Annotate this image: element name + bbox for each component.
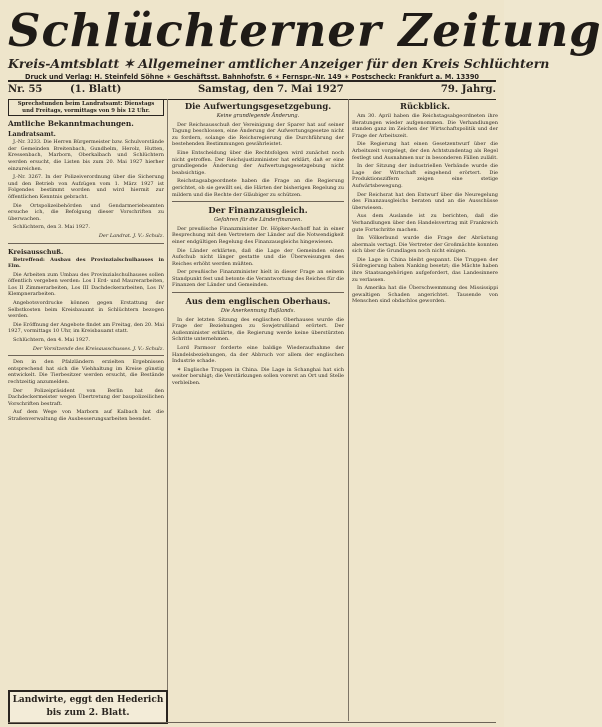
article-paragraph: In der Sitzung der industriellen Verbände wurde die Lage der Wirtschaft eingehend erörtert. Die Produktionsziffern zeigen eine stetige Aufwärtsbewegung. — [352, 163, 498, 189]
office-hours-notice: Sprechstunden beim Landratsamt: Dienstags und Freitags, vormittags von 9 bis 12 Uhr. — [8, 99, 164, 116]
notice-paragraph: J.-Nr. 3267. In der Polizeiverordnung über die Sicherung und den Betrieb von Aufzügen vom 1. März 1927 ist Folgendes bestimmt worden und wird hiermit zur öffentlichen Kenntnis gebracht. — [8, 174, 164, 200]
masthead — [8, 4, 602, 81]
column-divider — [167, 99, 168, 721]
article-paragraph: Reichstagsabgeordnete haben die Frage an die Regierung gerichtet, ob sie gewillt sei, die Härten der bisherigen Regelung zu mildern und die Rechte der Gläubiger zu schützen. — [172, 178, 344, 198]
divider — [8, 355, 164, 356]
article-paragraph: Der preußische Finanzminister Dr. Höpker-Aschoff hat in einer Besprechung mit den Vertretern der Länder auf die Notwendigkeit einer endgültigen Regelung des Finanzausgleichs hingewiesen. — [172, 225, 344, 245]
article-paragraph: Im Völkerbund wurde die Frage der Abrüstung abermals vertagt. Die Vertreter der Großmächte konnten sich über die Grundlagen noch nicht einigen. — [352, 235, 498, 255]
newspaper-subtitle: Kreis-Amtsblatt ✶ Allgemeiner amtlicher Anzeiger für den Kreis Schlüchtern — [8, 56, 550, 71]
article-paragraph: Am 30. April haben die Reichstagsabgeordneten ihre Beratungen wieder aufgenommen. Die Verhandlungen standen ganz im Zeichen der Wirtschaftspolitik und der Frage der Arbeitszeit. — [352, 113, 498, 139]
article-paragraph: Der Reichsrat hat den Entwurf über die Neuregelung des Finanzausgleichs beraten und an die Ausschüsse überwiesen. — [352, 191, 498, 211]
notice-paragraph: J.-Nr. 3233. Die Herren Bürgermeister bzw. Schulvorstände der Gemeinden Breitenbach, Gundhelm, Herolz, Hutten, Kressenbach, Marborn, Oberkalbach und Schlüchtern werden ersucht, die Listen bis zum 20. Mai 1927 hierher einzureichen. — [8, 139, 164, 172]
article-paragraph: Aus dem Auslande ist zu berichten, daß die Verhandlungen über den Handelsvertrag mit Frankreich gute Fortschritte machen. — [352, 213, 498, 233]
article-headline: Aus dem englischen Oberhaus. — [185, 296, 331, 307]
article-paragraph: Der preußische Finanzminister hielt in dieser Frage an seinem Standpunkt fest und betonte die Verantwortung des Reiches für die Finanzen der Länder und Gemeinden. — [172, 269, 344, 289]
notice-paragraph: Die Ortspolizeibehörden und Gendarmeriebeamten ersuche ich, die Befolgung dieser Vorschriften zu überwachen. — [8, 202, 164, 222]
advertisement-box: Landwirte, eggt den Hederich bis zum 2. Blatt. — [8, 690, 168, 724]
article-paragraph: ✶ Englische Truppen in China. Die Lage in Schanghai hat sich weiter beruhigt; die Verstärkungen sollen vorerst an Ort und Stelle verbleiben. — [172, 366, 344, 386]
notice-paragraph: Der Polizeipräsident von Berlin hat den Dachdeckermeister wegen Übertretung der baupolizeilichen Vorschriften bestraft. — [8, 387, 164, 407]
notice-subject: Betreffend: Ausbau des Provinzialschulhauses in Elm. — [8, 256, 164, 270]
column-politics — [172, 99, 344, 721]
volume-year: 79. Jahrg. — [440, 84, 496, 95]
column-review — [352, 99, 498, 721]
article-headline: Rückblick. — [400, 101, 450, 111]
article-headline: Der Finanzausgleich. — [208, 205, 308, 216]
article-headline: Die Aufwertungsgesetzgebung. — [184, 101, 332, 111]
notice-paragraph: Die Arbeiten zum Umbau des Provinzialschulhauses sollen öffentlich vergeben werden: Los I Erd- und Maurerarbeiten, Los II Zimmerarbeiten, Los III Dachdeckerarbeiten, Los IV Klempnerarbeiten. — [8, 271, 164, 298]
column-official-notices — [8, 99, 164, 721]
department-heading: Landratsamt. — [8, 130, 56, 139]
article-paragraph: Die Lage in China bleibt gespannt. Die Truppen der Südregierung haben Nanking besetzt; die Mächte haben ihre Staatsangehörigen aufgefordert, das Landesinnere zu verlassen. — [352, 256, 498, 283]
article-subheadline: Keine grundlegende Änderung. — [216, 113, 300, 119]
department-heading: Kreisausschuß. — [8, 247, 64, 256]
sheet-number: (1. Blatt) — [70, 84, 122, 95]
article-paragraph: Die Länder erklärten, daß die Lage der Gemeinden einen Aufschub nicht länger gestatte und die Überweisungen des Reiches erhöht werden müßten. — [172, 247, 344, 267]
article-paragraph: Eine Entscheidung über die Rechtsfolgen wird zunächst noch nicht getroffen. Der Reichsjustizminister hat erklärt, daß er eine grundlegende Änderung der Aufwertungsgesetzgebung nicht beabsichtige. — [172, 149, 344, 176]
section-heading: Amtliche Bekanntmachungen. — [8, 119, 134, 129]
article-paragraph: Die Regierung hat einen Gesetzentwurf über die Arbeitszeit vorgelegt, der den Achtstundentag als Regel festlegt und Ausnahmen nur in besonderen Fällen zuläßt. — [352, 141, 498, 161]
column-divider — [348, 99, 349, 721]
notice-paragraph: Den in den Pfalzländern erzielten Ergebnissen entsprechend hat sich die Viehhaltung im Kreise günstig entwickelt. Die Tierbesitzer werden ersucht, die Bestände rechtzeitig anzumelden. — [8, 359, 164, 385]
notice-date: Schlüchtern, den 3. Mai 1927. — [13, 224, 90, 231]
notice-paragraph: Die Eröffnung der Angebote findet am Freitag, den 20. Mai 1927, vormittags 10 Uhr, im Kreisbauamt statt. — [8, 321, 164, 335]
divider — [8, 243, 164, 244]
publisher-line: Druck und Verlag: H. Steinfeld Söhne ✶ Geschäftsst. Bahnhofstr. 6 ✶ Fernspr.-Nr. 149 ✶ Postscheck: Frankfurt a. M. 13390 — [25, 73, 479, 81]
notice-paragraph: Angebotsvordrucke können gegen Erstattung der Selbstkosten beim Kreisbauamt in Schlüchtern bezogen werden. — [8, 300, 164, 320]
article-paragraph: In der letzten Sitzung des englischen Oberhauses wurde die Frage der Beziehungen zu Sowjetrußland erörtert. Der Außenminister erklärte, die Regierung werde keine überstürzten Schritte unternehmen. — [172, 316, 344, 343]
divider — [172, 292, 344, 293]
divider — [172, 201, 344, 202]
notice-signature: Der Vorsitzende des Kreisausschusses. J. V.: Schulz. — [32, 345, 164, 352]
issue-date: Samstag, den 7. Mai 1927 — [198, 84, 344, 95]
article-paragraph: In Amerika hat die Überschwemmung des Mississippi gewaltigen Schaden angerichtet. Tausende von Menschen sind obdachlos geworden. — [352, 285, 498, 305]
article-paragraph: Der Reichsausschuß der Vereinigung der Sparer hat auf seiner Tagung beschlossen, eine Änderung der Aufwertungsgesetze nicht zu fordern, solange die Reichsregierung die Durchführung der bestehenden Bestimmungen gewährleistet. — [172, 121, 344, 148]
notice-paragraph: Auf dem Wege von Marborn auf Kalbach hat die Straßenverwaltung die Ausbesserungsarbeiten beendet. — [8, 409, 164, 422]
article-subheadline: Gefahren für die Länderfinanzen. — [214, 217, 302, 224]
newspaper-title: Schlüchterner Zeitung — [8, 4, 602, 57]
dateline — [8, 80, 496, 100]
issue-number: Nr. 55 — [8, 84, 43, 95]
notice-signature: Der Landrat. J. V.: Schulz. — [98, 232, 164, 239]
article-paragraph: Lord Parmoor forderte eine baldige Wiederaufnahme der Handelsbeziehungen, da der Abbruch vor allem der englischen Industrie schade. — [172, 345, 344, 365]
article-subheadline: Die Anerkennung Rußlands. — [220, 308, 296, 315]
notice-date: Schlüchtern, den 4. Mai 1927. — [13, 337, 90, 344]
bottom-rule — [8, 722, 496, 723]
